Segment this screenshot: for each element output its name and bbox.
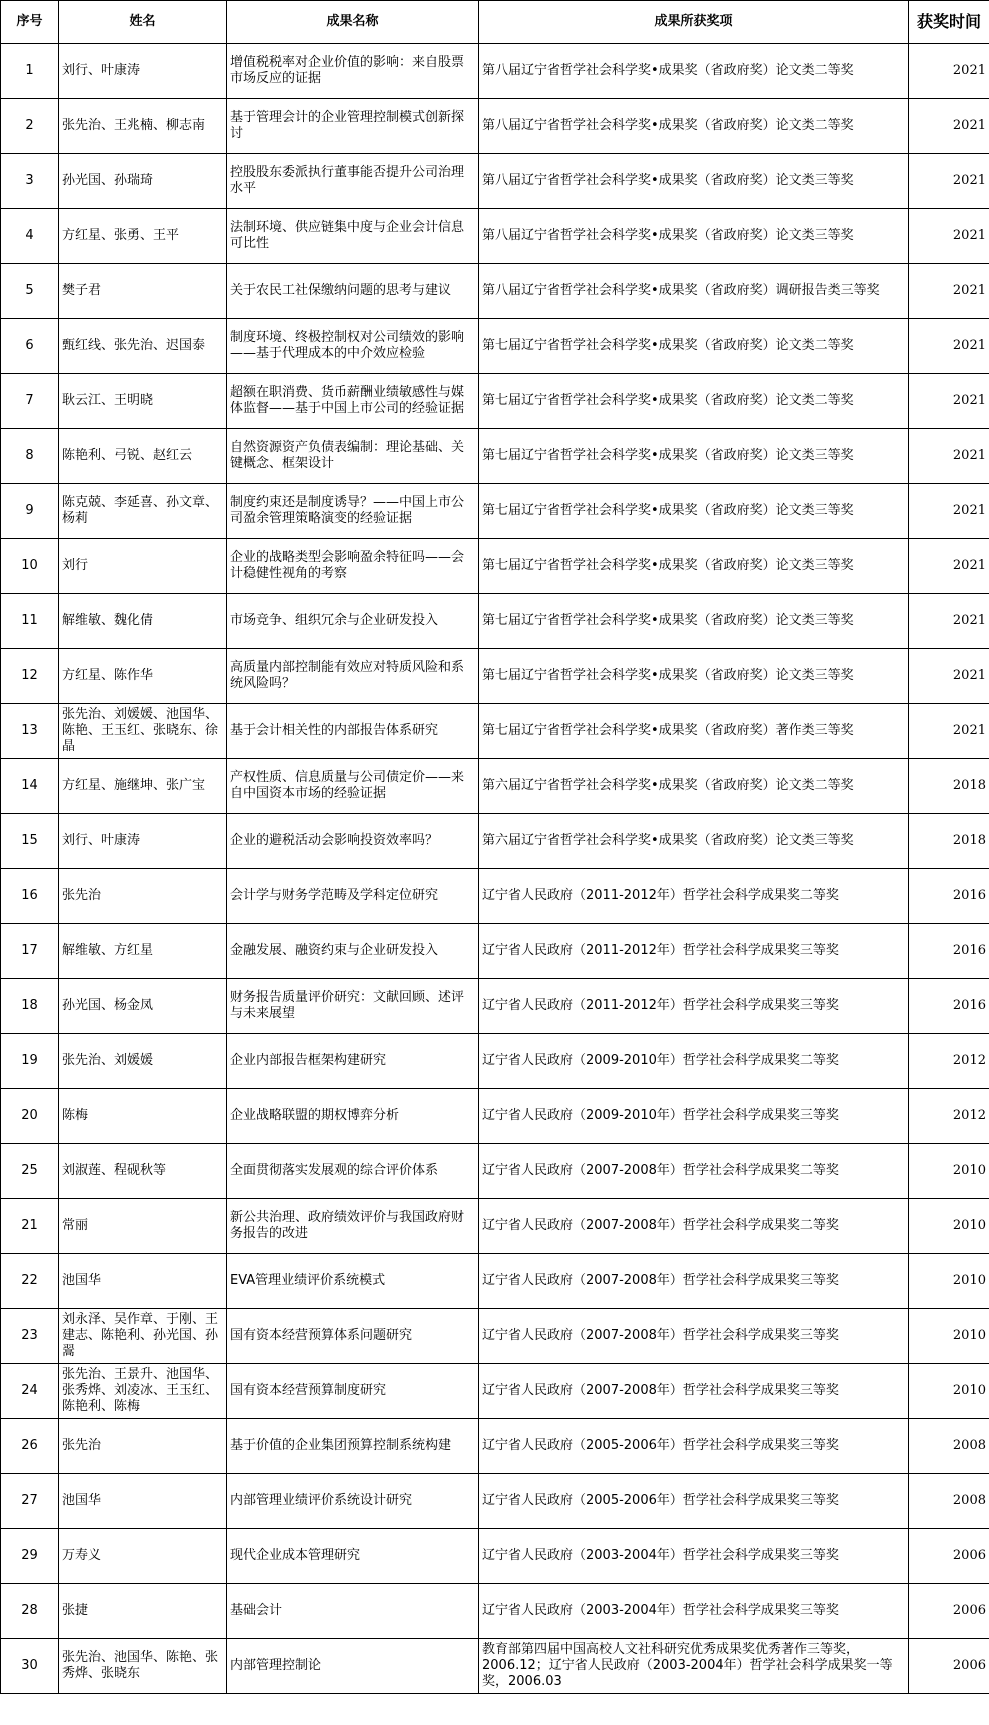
table-row [1,539,989,594]
achievement-title: 企业内部报告框架构建研究 [227,1034,479,1089]
row-number: 13 [1,704,59,759]
table-row [1,1364,989,1419]
award-year: 2010 [909,1364,989,1419]
award-name: 第八届辽宁省哲学社会科学奖•成果奖（省政府奖）论文类三等奖 [479,209,909,264]
header-row [1,1,989,44]
achievement-title: EVA管理业绩评价系统模式 [227,1254,479,1309]
table-row [1,1144,989,1199]
table-row [1,1199,989,1254]
achievement-title: 产权性质、信息质量与公司债定价——来自中国资本市场的经验证据 [227,759,479,814]
award-year: 2021 [909,484,989,539]
award-year: 2021 [909,264,989,319]
award-name: 辽宁省人民政府（2011-2012年）哲学社会科学成果奖二等奖 [479,869,909,924]
award-name: 第八届辽宁省哲学社会科学奖•成果奖（省政府奖）论文类三等奖 [479,154,909,209]
header-names: 姓名 [59,1,227,44]
author-names: 解维敏、方红星 [59,924,227,979]
table-row [1,704,989,759]
award-name: 第七届辽宁省哲学社会科学奖•成果奖（省政府奖）论文类二等奖 [479,319,909,374]
author-names: 张先治、刘媛媛、池国华、陈艳、王玉红、张晓东、徐晶 [59,704,227,759]
row-number: 15 [1,814,59,869]
row-number: 19 [1,1034,59,1089]
achievement-title: 增值税税率对企业价值的影响：来自股票市场反应的证据 [227,44,479,99]
table-row [1,154,989,209]
header-year: 获奖时间 [909,1,989,44]
award-name: 第七届辽宁省哲学社会科学奖•成果奖（省政府奖）论文类三等奖 [479,484,909,539]
award-year: 2016 [909,869,989,924]
award-year: 2012 [909,1089,989,1144]
author-names: 孙光国、杨金凤 [59,979,227,1034]
award-name: 辽宁省人民政府（2007-2008年）哲学社会科学成果奖三等奖 [479,1364,909,1419]
award-name: 辽宁省人民政府（2011-2012年）哲学社会科学成果奖三等奖 [479,979,909,1034]
row-number: 1 [1,44,59,99]
award-name: 第七届辽宁省哲学社会科学奖•成果奖（省政府奖）论文类三等奖 [479,594,909,649]
achievement-title: 自然资源资产负债表编制：理论基础、关键概念、框架设计 [227,429,479,484]
table-row [1,1254,989,1309]
award-name: 第六届辽宁省哲学社会科学奖•成果奖（省政府奖）论文类二等奖 [479,759,909,814]
row-number: 22 [1,1254,59,1309]
award-year: 2018 [909,814,989,869]
award-name: 第八届辽宁省哲学社会科学奖•成果奖（省政府奖）论文类二等奖 [479,44,909,99]
row-number: 23 [1,1309,59,1364]
award-name: 辽宁省人民政府（2009-2010年）哲学社会科学成果奖三等奖 [479,1089,909,1144]
table-row [1,924,989,979]
row-number: 8 [1,429,59,484]
table-row [1,44,989,99]
achievement-title: 全面贯彻落实发展观的综合评价体系 [227,1144,479,1199]
table-row [1,1584,989,1639]
row-number: 28 [1,1584,59,1639]
achievement-title: 内部管理业绩评价系统设计研究 [227,1474,479,1529]
author-names: 刘永泽、吴作章、于刚、王建志、陈艳利、孙光国、孙翯 [59,1309,227,1364]
award-name: 第七届辽宁省哲学社会科学奖•成果奖（省政府奖）论文类三等奖 [479,429,909,484]
row-number: 9 [1,484,59,539]
table-body [1,44,989,1694]
award-name: 辽宁省人民政府（2011-2012年）哲学社会科学成果奖三等奖 [479,924,909,979]
achievement-title: 基础会计 [227,1584,479,1639]
row-number: 25 [1,1144,59,1199]
author-names: 张先治、王兆楠、柳志南 [59,99,227,154]
row-number: 12 [1,649,59,704]
author-names: 刘行、叶康涛 [59,44,227,99]
award-year: 2008 [909,1474,989,1529]
author-names: 陈梅 [59,1089,227,1144]
row-number: 14 [1,759,59,814]
header-title: 成果名称 [227,1,479,44]
author-names: 刘行、叶康涛 [59,814,227,869]
award-name: 第八届辽宁省哲学社会科学奖•成果奖（省政府奖）调研报告类三等奖 [479,264,909,319]
achievement-title: 企业战略联盟的期权博弈分析 [227,1089,479,1144]
author-names: 刘行 [59,539,227,594]
table-row [1,979,989,1034]
author-names: 池国华 [59,1474,227,1529]
author-names: 万寿义 [59,1529,227,1584]
achievement-title: 财务报告质量评价研究：文献回顾、述评与未来展望 [227,979,479,1034]
table-row [1,209,989,264]
achievement-title: 超额在职消费、货币薪酬业绩敏感性与媒体监督——基于中国上市公司的经验证据 [227,374,479,429]
author-names: 孙光国、孙瑞琦 [59,154,227,209]
award-year: 2021 [909,44,989,99]
table-row [1,264,989,319]
row-number: 30 [1,1639,59,1694]
row-number: 16 [1,869,59,924]
award-year: 2021 [909,319,989,374]
row-number: 5 [1,264,59,319]
row-number: 10 [1,539,59,594]
achievement-title: 市场竞争、组织冗余与企业研发投入 [227,594,479,649]
header-award: 成果所获奖项 [479,1,909,44]
award-year: 2006 [909,1529,989,1584]
author-names: 解维敏、魏化倩 [59,594,227,649]
author-names: 甄红线、张先治、迟国泰 [59,319,227,374]
table-row [1,1419,989,1474]
award-year: 2021 [909,539,989,594]
author-names: 刘淑莲、程砚秋等 [59,1144,227,1199]
award-year: 2021 [909,704,989,759]
award-name: 辽宁省人民政府（2007-2008年）哲学社会科学成果奖三等奖 [479,1309,909,1364]
row-number: 11 [1,594,59,649]
award-name: 第七届辽宁省哲学社会科学奖•成果奖（省政府奖）论文类二等奖 [479,374,909,429]
award-year: 2021 [909,594,989,649]
author-names: 池国华 [59,1254,227,1309]
row-number: 21 [1,1199,59,1254]
award-year: 2008 [909,1419,989,1474]
table-row [1,1034,989,1089]
award-name: 第七届辽宁省哲学社会科学奖•成果奖（省政府奖）著作类三等奖 [479,704,909,759]
author-names: 方红星、张勇、王平 [59,209,227,264]
row-number: 24 [1,1364,59,1419]
award-name: 辽宁省人民政府（2005-2006年）哲学社会科学成果奖三等奖 [479,1419,909,1474]
author-names: 常丽 [59,1199,227,1254]
row-number: 7 [1,374,59,429]
achievement-title: 控股股东委派执行董事能否提升公司治理水平 [227,154,479,209]
award-year: 2010 [909,1199,989,1254]
table-row [1,319,989,374]
award-year: 2021 [909,154,989,209]
row-number: 29 [1,1529,59,1584]
award-name: 辽宁省人民政府（2005-2006年）哲学社会科学成果奖三等奖 [479,1474,909,1529]
table-row [1,1639,989,1694]
award-year: 2012 [909,1034,989,1089]
award-name: 辽宁省人民政府（2009-2010年）哲学社会科学成果奖二等奖 [479,1034,909,1089]
author-names: 张先治、王景升、池国华、张秀烨、刘凌冰、王玉红、陈艳利、陈梅 [59,1364,227,1419]
achievement-title: 基于价值的企业集团预算控制系统构建 [227,1419,479,1474]
award-year: 2021 [909,209,989,264]
award-name: 辽宁省人民政府（2003-2004年）哲学社会科学成果奖三等奖 [479,1584,909,1639]
row-number: 6 [1,319,59,374]
award-year: 2021 [909,649,989,704]
award-name: 第六届辽宁省哲学社会科学奖•成果奖（省政府奖）论文类三等奖 [479,814,909,869]
achievement-title: 新公共治理、政府绩效评价与我国政府财务报告的改进 [227,1199,479,1254]
achievement-title: 制度环境、终极控制权对公司绩效的影响——基于代理成本的中介效应检验 [227,319,479,374]
table-row [1,484,989,539]
author-names: 陈克兢、李延喜、孙文章、杨莉 [59,484,227,539]
table-row [1,1529,989,1584]
achievement-title: 国有资本经营预算制度研究 [227,1364,479,1419]
table-row [1,649,989,704]
row-number: 20 [1,1089,59,1144]
author-names: 方红星、施继坤、张广宝 [59,759,227,814]
row-number: 2 [1,99,59,154]
award-year: 2018 [909,759,989,814]
achievement-title: 制度约束还是制度诱导？——中国上市公司盈余管理策略演变的经验证据 [227,484,479,539]
achievement-title: 基于管理会计的企业管理控制模式创新探讨 [227,99,479,154]
table-row [1,374,989,429]
row-number: 18 [1,979,59,1034]
author-names: 方红星、陈作华 [59,649,227,704]
table-row [1,429,989,484]
author-names: 张先治、刘媛媛 [59,1034,227,1089]
table-row [1,594,989,649]
award-year: 2010 [909,1254,989,1309]
award-name: 第七届辽宁省哲学社会科学奖•成果奖（省政府奖）论文类三等奖 [479,539,909,594]
author-names: 张先治 [59,869,227,924]
achievement-title: 法制环境、供应链集中度与企业会计信息可比性 [227,209,479,264]
author-names: 耿云江、王明晓 [59,374,227,429]
table-row [1,814,989,869]
award-year: 2010 [909,1144,989,1199]
achievement-title: 企业的战略类型会影响盈余特征吗——会计稳健性视角的考察 [227,539,479,594]
award-year: 2021 [909,429,989,484]
row-number: 17 [1,924,59,979]
table-row [1,759,989,814]
award-year: 2010 [909,1309,989,1364]
award-name: 辽宁省人民政府（2003-2004年）哲学社会科学成果奖三等奖 [479,1529,909,1584]
row-number: 4 [1,209,59,264]
row-number: 3 [1,154,59,209]
award-year: 2006 [909,1639,989,1694]
award-name: 第七届辽宁省哲学社会科学奖•成果奖（省政府奖）论文类三等奖 [479,649,909,704]
award-name: 第八届辽宁省哲学社会科学奖•成果奖（省政府奖）论文类二等奖 [479,99,909,154]
achievement-title: 关于农民工社保缴纳问题的思考与建议 [227,264,479,319]
achievement-title: 高质量内部控制能有效应对特质风险和系统风险吗？ [227,649,479,704]
achievement-title: 内部管理控制论 [227,1639,479,1694]
achievement-title: 会计学与财务学范畴及学科定位研究 [227,869,479,924]
award-name: 辽宁省人民政府（2007-2008年）哲学社会科学成果奖二等奖 [479,1199,909,1254]
achievement-title: 企业的避税活动会影响投资效率吗？ [227,814,479,869]
table-row [1,99,989,154]
award-year: 2021 [909,99,989,154]
author-names: 樊子君 [59,264,227,319]
table-row [1,869,989,924]
header-no: 序号 [1,1,59,44]
row-number: 27 [1,1474,59,1529]
author-names: 张先治 [59,1419,227,1474]
author-names: 张先治、池国华、陈艳、张秀烨、张晓东 [59,1639,227,1694]
award-name: 教育部第四届中国高校人文社科研究优秀成果奖优秀著作三等奖，2006.12；辽宁省人民政府（2003-2004年）哲学社会科学成果奖一等奖，2006.03 [479,1639,909,1694]
author-names: 陈艳利、弓锐、赵红云 [59,429,227,484]
author-names: 张捷 [59,1584,227,1639]
award-year: 2021 [909,374,989,429]
award-year: 2006 [909,1584,989,1639]
achievement-title: 基于会计相关性的内部报告体系研究 [227,704,479,759]
award-year: 2016 [909,979,989,1034]
table-row [1,1089,989,1144]
achievement-title: 金融发展、融资约束与企业研发投入 [227,924,479,979]
row-number: 26 [1,1419,59,1474]
achievement-title: 国有资本经营预算体系问题研究 [227,1309,479,1364]
award-name: 辽宁省人民政府（2007-2008年）哲学社会科学成果奖三等奖 [479,1254,909,1309]
table-row [1,1309,989,1364]
award-name: 辽宁省人民政府（2007-2008年）哲学社会科学成果奖二等奖 [479,1144,909,1199]
achievement-title: 现代企业成本管理研究 [227,1529,479,1584]
table-row [1,1474,989,1529]
award-year: 2016 [909,924,989,979]
